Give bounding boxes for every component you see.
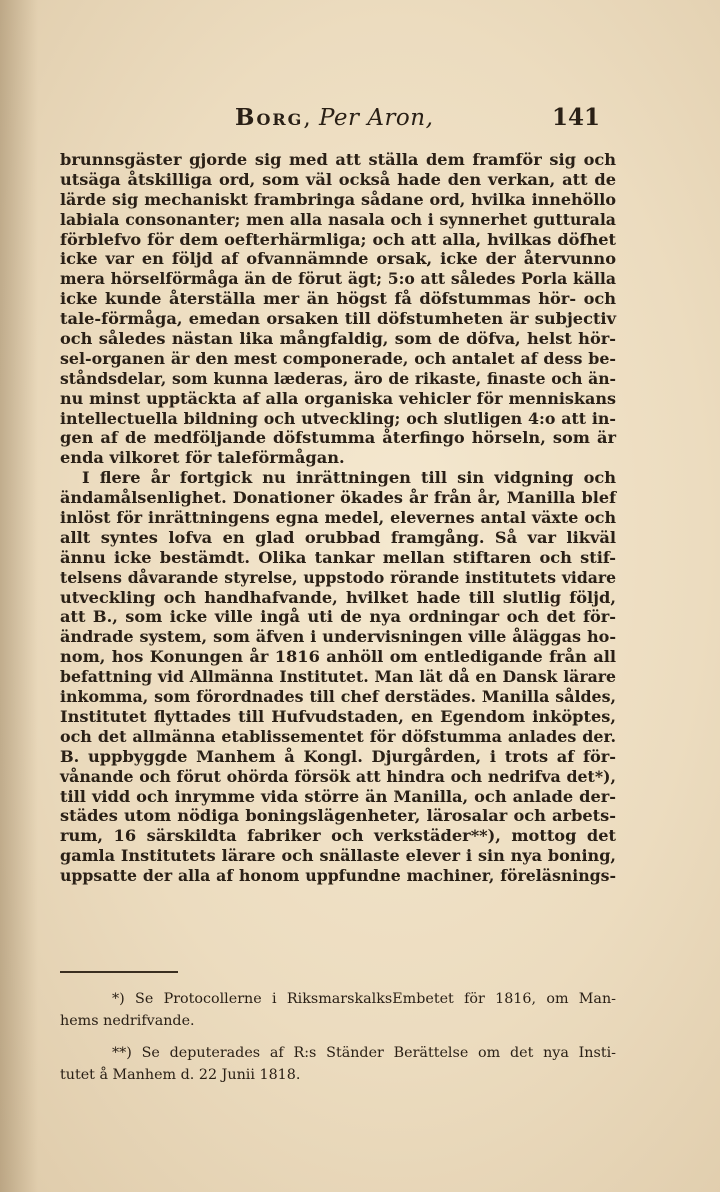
text-line: sel-organen är den mest componerade, och antalet af dess be- <box>60 348 616 368</box>
text-line: inlöst för inrättningens egna medel, elevernes antal växte och <box>60 508 616 528</box>
author-surname: Borg <box>235 104 304 131</box>
text-line: ändamålsenlighet. Donationer ökades år från år, Manilla blef <box>60 488 616 508</box>
footnote-rule <box>60 971 178 973</box>
text-line: mera hörselförmåga än de förut ägt; 5:o att således Porla källa <box>60 269 616 289</box>
footnote-line: hems nedrifvande. <box>60 1013 195 1029</box>
text-line: städes utom nödiga boningslägenheter, lärosalar och arbets- <box>60 806 616 826</box>
header-end-mark: , <box>425 105 434 131</box>
text-line: icke var en följd af ofvannämnde orsak, icke der återvunno <box>60 249 616 269</box>
footnote-line: tutet å Manhem d. 22 Junii 1818. <box>60 1067 301 1083</box>
text-line: utsäga åtskilliga ord, som väl också hade den verkan, att de <box>60 169 616 189</box>
text-line: förblefvo för dem oefterhärmliga; och att alla, hvilkas döfhet <box>60 229 616 249</box>
footnotes <box>60 988 616 1086</box>
text-line: rum, 16 särskildta fabriker och verkstäder**), mottog det <box>60 826 616 846</box>
text-line: befattning vid Allmänna Institutet. Man lät då en Dansk lärare <box>60 667 616 687</box>
text-line: gamla Institutets lärare och snällaste elever i sin nya boning, <box>60 846 616 866</box>
text-line: utveckling och handhafvande, hvilket hade till slutlig följd, <box>60 587 616 607</box>
text-line: brunnsgäster gjorde sig med att ställa dem framför sig och <box>60 150 616 169</box>
text-line: och således nästan lika mångfaldig, som de döfva, helst hör- <box>60 329 616 349</box>
text-line: allt syntes lofva en glad orubbad framgång. Så var likväl <box>60 527 616 547</box>
text-line: gen af de medföljande döfstumma återfingo hörseln, som är <box>60 428 616 448</box>
text-line: telsens dåvarande styrelse, uppstodo rörande institutets vidare <box>60 567 616 587</box>
text-line: till vidd och inrymme vida större än Manilla, och anlade der- <box>60 786 616 806</box>
page-number: 141 <box>551 104 600 131</box>
text-line: ännu icke bestämdt. Olika tankar mellan stiftaren och stif- <box>60 547 616 567</box>
text-line: och det allmänna etablissementet för döfstumma anlades der. <box>60 726 616 746</box>
text-line: Institutet flyttades till Hufvudstaden, en Egendom inköptes, <box>60 706 616 726</box>
text-line: labiala consonanter; men alla nasala och i synnerhet gutturala <box>60 209 616 229</box>
running-head <box>235 104 433 131</box>
footnote-line: *) Se Protocollerne i RiksmarskalksEmbetet för 1816, om Man- <box>112 991 616 1007</box>
text-line: ändrade system, som äfven i undervisningen ville åläggas ho- <box>60 627 616 647</box>
text-line: vånande och förut ohörda försök att hindra och nedrifva det*), <box>60 766 616 786</box>
author-given-name: Per Aron <box>318 105 426 131</box>
text-line: icke kunde återställa mer än högst få döfstummas hör- och <box>60 289 616 309</box>
text-line: B. uppbyggde Manhem å Kongl. Djurgården, i trots af för- <box>60 746 616 766</box>
text-line: inkomma, som förordnades till chef derstädes. Manilla såldes, <box>60 687 616 707</box>
footnote-line: **) Se deputerades af R:s Ständer Berättelse om det nya Insti- <box>112 1045 616 1061</box>
text-line: ståndsdelar, som kunna læderas, äro de rikaste, finaste och än- <box>60 368 616 388</box>
text-line: nu minst upptäckta af alla organiska vehicler för menniskans <box>60 388 616 408</box>
page-header <box>60 104 600 140</box>
footnote-gap <box>60 1032 616 1042</box>
text-line: nom, hos Konungen år 1816 anhöll om entledigande från all <box>60 647 616 667</box>
text-line: I flere år fortgick nu inrättningen till sin vidgning och <box>82 468 616 488</box>
text-line: intellectuella bildning och utveckling; och slutligen 4:o att in- <box>60 408 616 428</box>
text-line: att B., som icke ville ingå uti de nya ordningar och det för- <box>60 607 616 627</box>
header-separator: , <box>303 105 312 131</box>
text-line: enda vilkoret för taleförmågan. <box>60 448 345 468</box>
text-line: lärde sig mechaniskt frambringa sådane ord, hvilka innehöllo <box>60 189 616 209</box>
body-text <box>60 150 616 886</box>
text-line: uppsatte der alla af honom uppfundne machiner, föreläsnings- <box>60 866 616 886</box>
binding-shadow <box>0 0 38 1192</box>
text-line: tale-förmåga, emedan orsaken till döfstumheten är subjectiv <box>60 309 616 329</box>
